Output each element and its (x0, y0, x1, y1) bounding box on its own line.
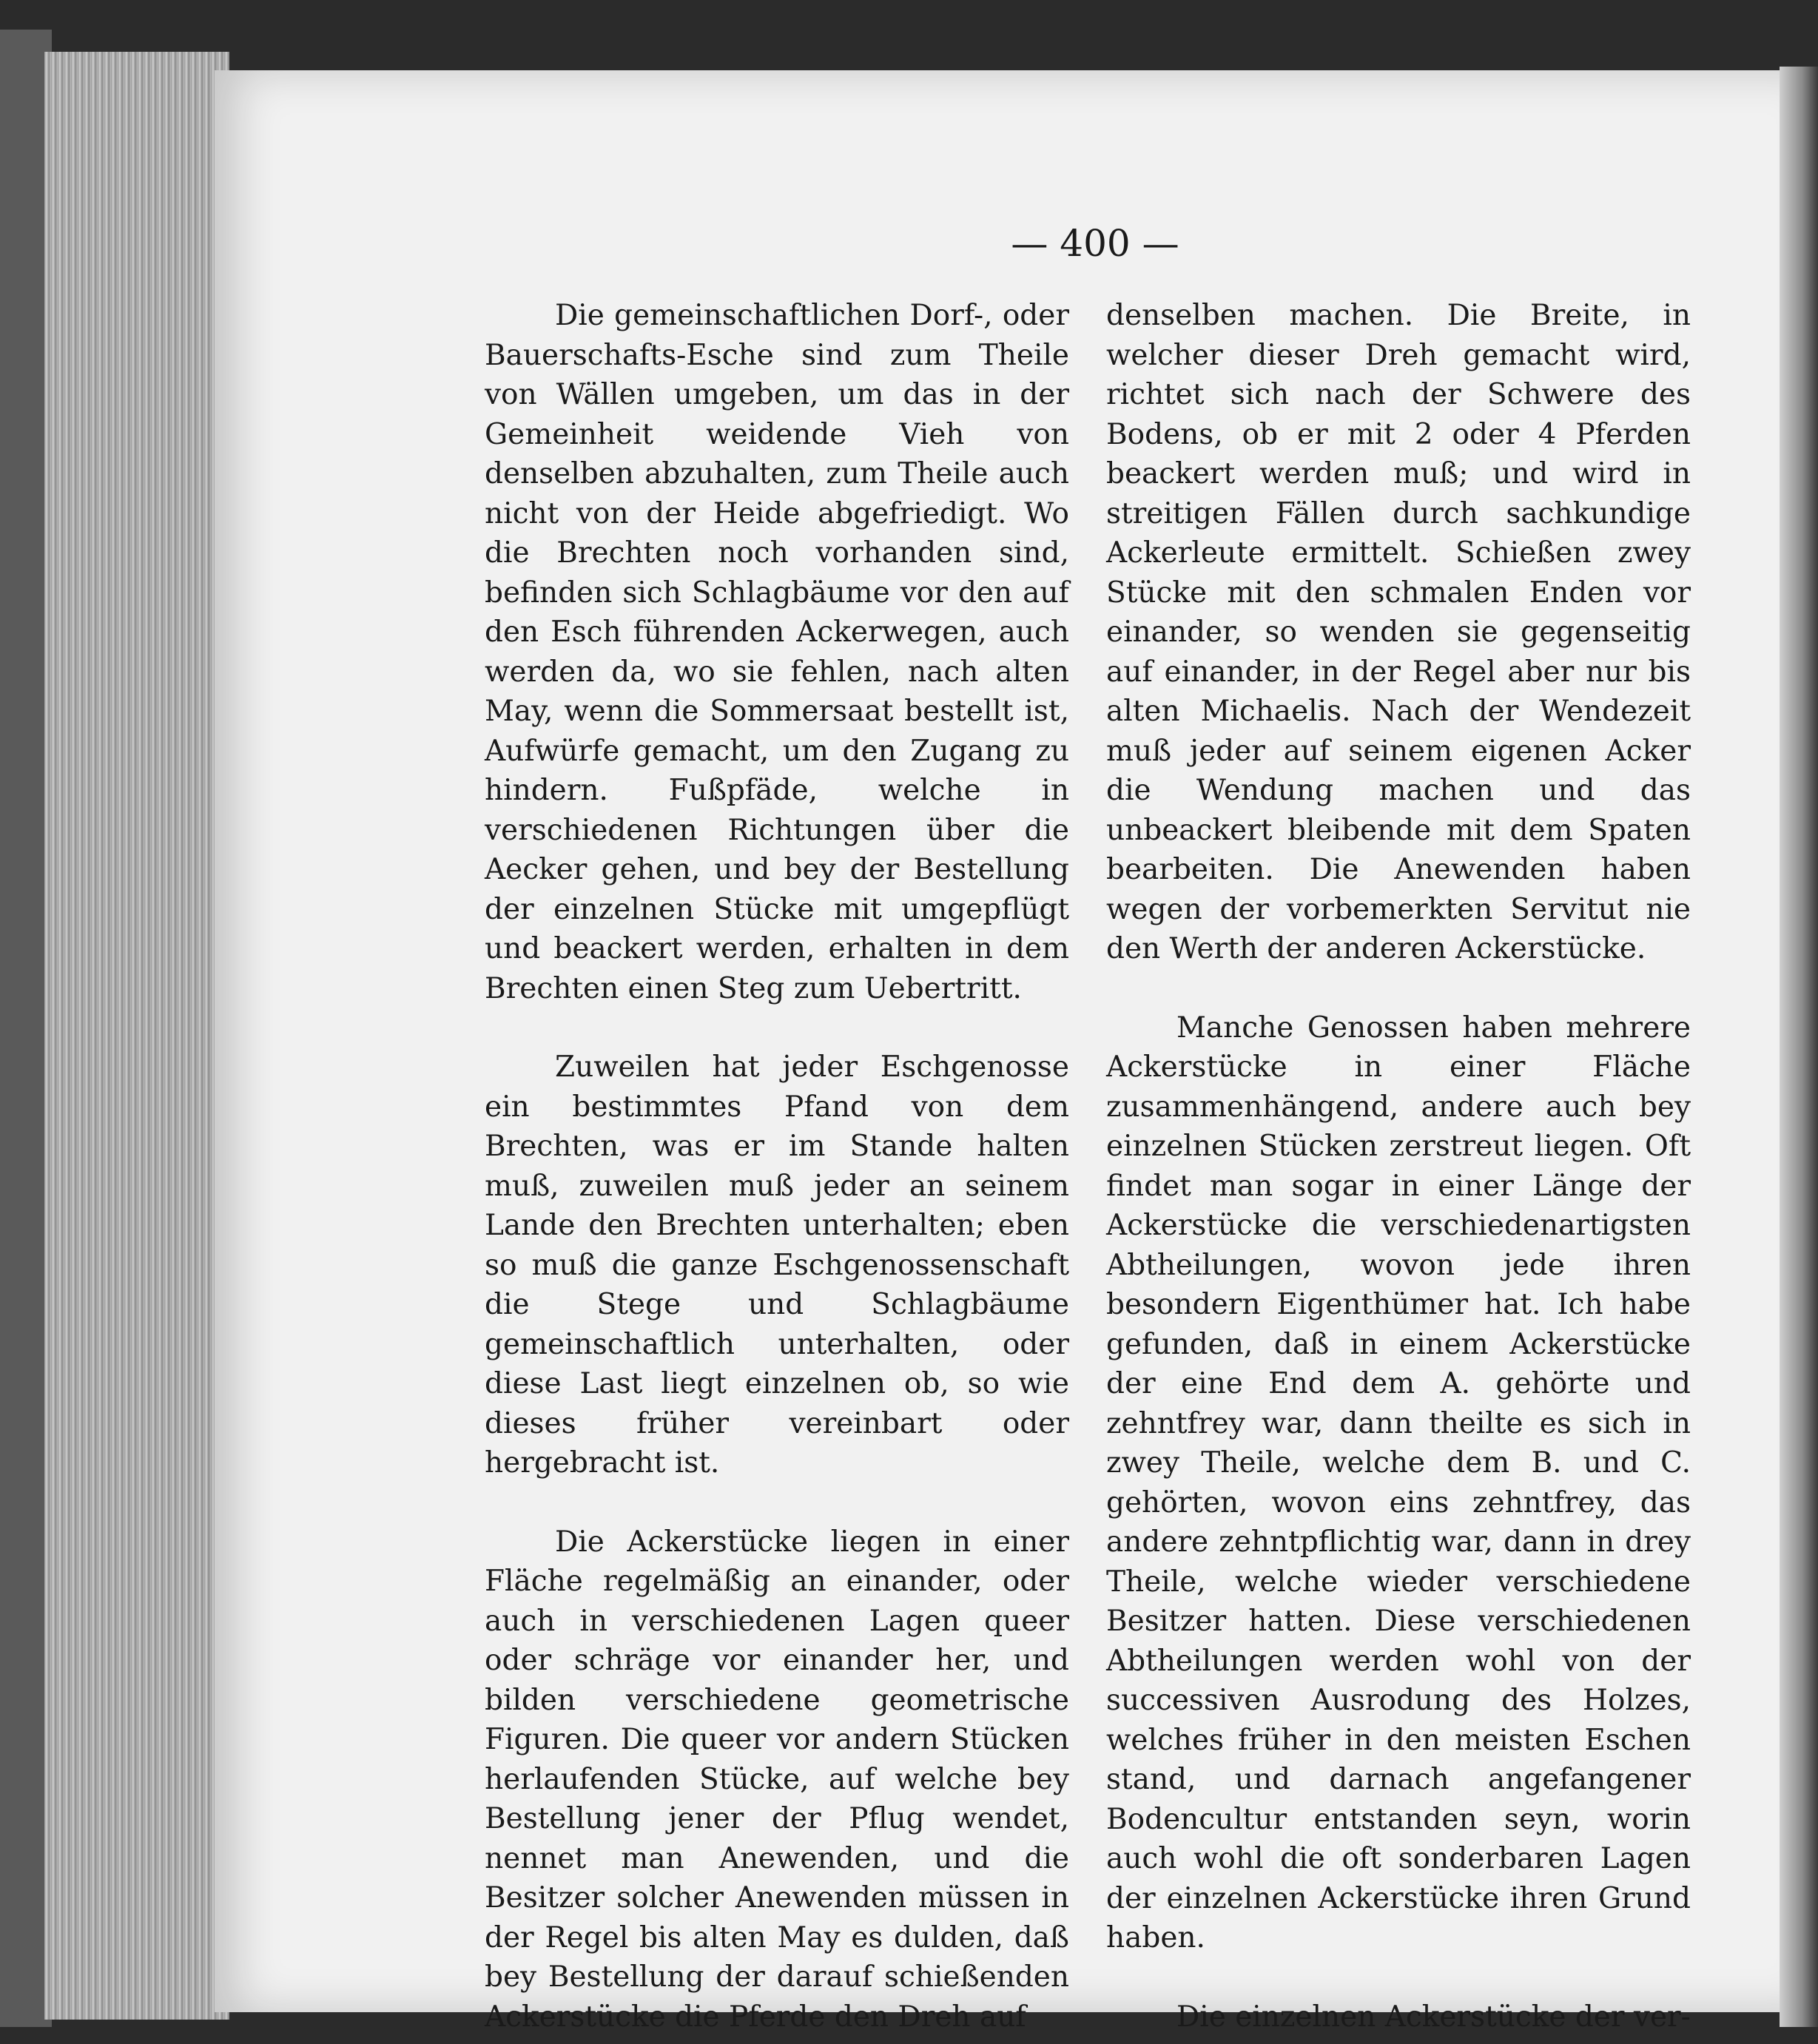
paragraph: Die Ackerstücke liegen in einer Fläche regelmäßig an einander, oder auch in verschiedenen Lagen queer oder schräge vor einander her, und bilden verschiedene geometrische Figuren. Die queer vor andern Stücken herlaufenden Stücke, auf welche bey Bestellung jener der Pflug wendet, nennet man Anewenden, und die Besitzer solcher Anewenden müssen in der Regel bis alten May es dulden, daß bey Bestellung der darauf schießenden Ackerstücke die Pferde den Dreh auf (485, 1525, 1069, 2034)
paragraph: Die gemeinschaftlichen Dorf-, oder Bauerschafts-Esche sind zum Theile von Wällen umgeben, um das in der Gemeinheit weidende Vieh von denselben abzuhalten, zum Theile auch nicht von der Heide abgefriedigt. Wo die Brechten noch vorhanden sind, befinden sich Schlagbäume vor den auf den Esch führenden Ackerwegen, auch werden da, wo sie fehlen, nach alten May, wenn die Sommersaat bestellt ist, Aufwürfe gemacht, um den Zugang zu hindern. Fußpfäde, welche in verschiedenen Richtungen über die Aecker gehen, und bey der Bestellung der einzelnen Stücke mit umgepflügt und beackert werden, erhalten in dem Brechten einen Steg zum Uebertritt. (485, 299, 1069, 1005)
page-number: — 400 — (1011, 222, 1179, 265)
left-column (485, 296, 1069, 2037)
paragraph: Zuweilen hat jeder Eschgenosse ein bestimmtes Pfand von dem Brechten, was er im Stande halten muß, zuweilen muß jeder an seinem Lande den Brechten unterhalten; eben so muß die ganze Eschgenossenschaft die Stege und Schlagbäume gemeinschaftlich unterhalten, oder diese Last liegt einzelnen ob, so wie dieses früher vereinbart oder hergebracht ist. (485, 1050, 1069, 1480)
right-column (1106, 296, 1691, 2037)
page-edges (44, 52, 229, 2020)
paragraph: Die einzelnen Ackerstücke der ver- (1176, 2000, 1691, 2034)
paragraph: Manche Genossen haben mehrere Ackerstücke in einer Fläche zusammenhängend, andere auch bey einzelnen Stücken zerstreut liegen. Oft findet man sogar in einer Länge der Ackerstücke die verschiedenartigsten Abtheilungen, wovon jede ihren besondern Eigenthümer hat. Ich habe gefunden, daß in einem Ackerstücke der eine End dem A. gehörte und zehntfrey war, dann theilte es sich in zwey Theile, welche dem B. und C. gehörten, wovon eins zehntfrey, das andere zehntpflichtig war, dann in drey Theile, welche wieder verschiedene Besitzer hatten. Diese verschiedenen Abtheilungen werden wohl von der successiven Ausrodung des Holzes, welches früher in den meisten Eschen stand, und darnach angefangener Bodencultur entstanden seyn, worin auch wohl die oft sonderbaren Lagen der einzelnen Ackerstücke ihren Grund haben. (1106, 1011, 1691, 1954)
gutter-shadow (1780, 67, 1818, 2027)
paragraph: denselben machen. Die Breite, in welcher dieser Dreh gemacht wird, richtet sich nach der Schwere des Bodens, ob er mit 2 oder 4 Pferden beackert werden muß; und wird in streitigen Fällen durch sachkundige Ackerleute ermittelt. Schießen zwey Stücke mit den schmalen Enden vor einander, so wenden sie gegenseitig auf einander, in der Regel aber nur bis alten Michaelis. Nach der Wendezeit muß jeder auf seinem eigenen Acker die Wendung machen und das unbeackert bleibende mit dem Spaten bearbeiten. Die Anewenden haben wegen der vorbemerkten Servitut nie den Werth der anderen Ackerstücke. (1106, 299, 1691, 965)
